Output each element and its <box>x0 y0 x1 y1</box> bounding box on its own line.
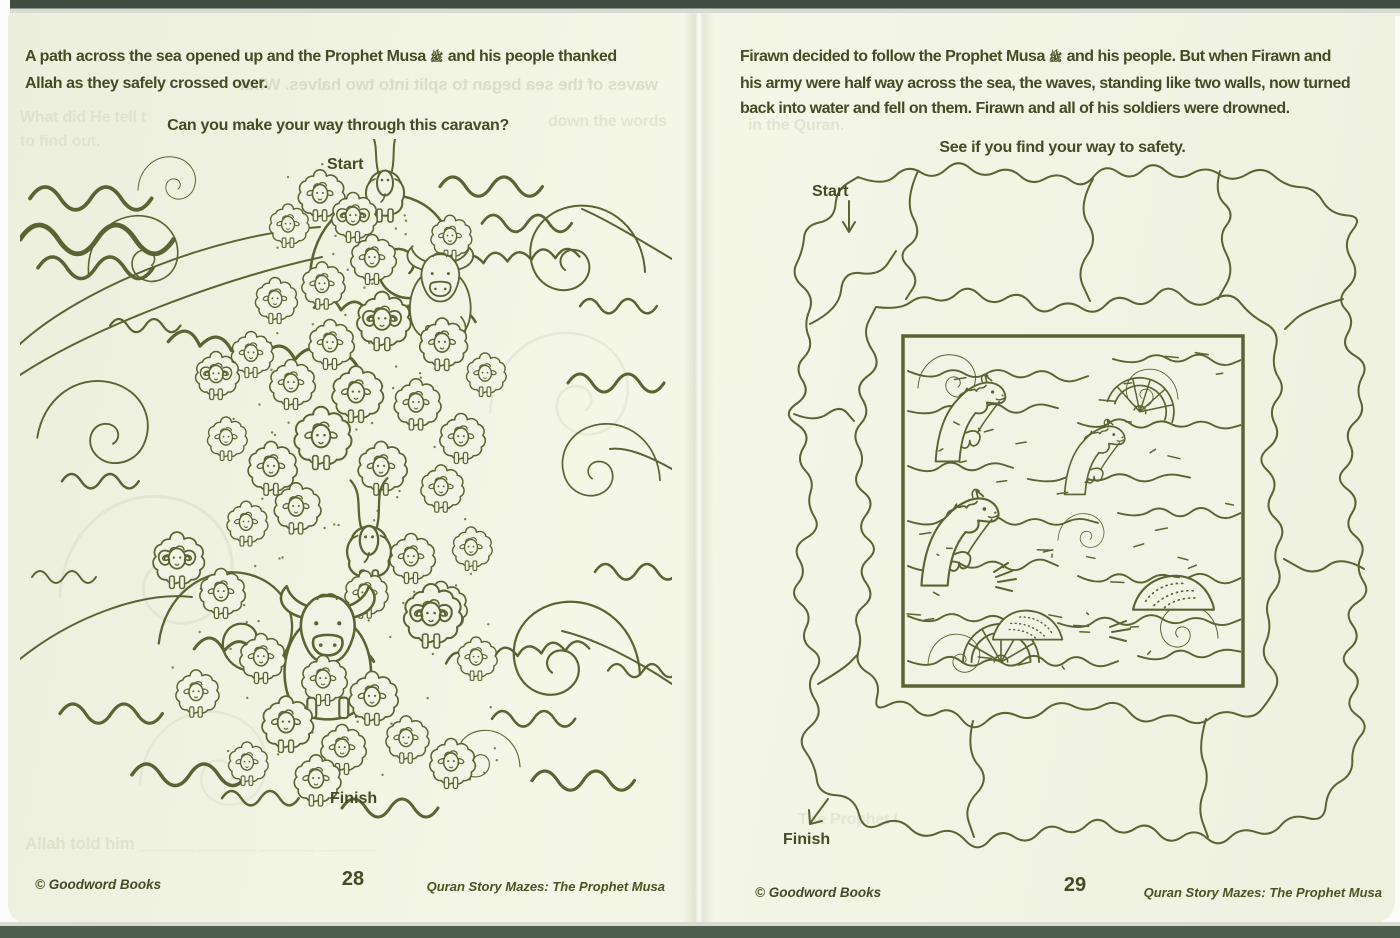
right-page-number: 29 <box>1063 874 1087 896</box>
sheep-icon <box>421 465 464 512</box>
left-intro-paragraph: A path across the sea opened up and the Prophet Musa ﷺ and his people thanked Allah as they safely crossed over. <box>25 48 617 92</box>
right-series-title: Quran Story Mazes: The Prophet Musa <box>1143 885 1382 900</box>
finish-arrow-icon <box>809 799 828 824</box>
left-maze-prompt: Can you make your way through this caravan? <box>167 117 509 134</box>
sea-maze-illustration <box>758 159 1388 859</box>
sheep-icon <box>176 670 219 717</box>
sheep-icon <box>208 417 248 461</box>
sheep-icon <box>440 414 486 464</box>
sheep-icon <box>294 407 351 470</box>
left-page-number: 28 <box>341 868 365 890</box>
honorific-mark: ﷺ <box>429 52 444 64</box>
sheep-icon <box>458 637 498 681</box>
honorific-mark: ﷺ <box>1048 52 1063 64</box>
sheep-icon <box>227 501 268 546</box>
sheep-icon <box>270 360 316 410</box>
left-copyright: © Goodword Books <box>35 877 162 892</box>
ghost-text: to find out. <box>20 133 101 150</box>
right-maze-prompt: See if you find your way to safety. <box>939 139 1186 156</box>
ghost-text-fill-in: Allah told him ______ ______ ______ ______ <box>25 834 375 853</box>
sheep-icon <box>390 534 436 584</box>
right-finish-label: Finish <box>783 831 831 848</box>
left-series-title: Quran Story Mazes: The Prophet Musa <box>426 879 665 894</box>
ghost-text: What did He tell t <box>20 109 147 126</box>
sheep-icon <box>467 353 507 397</box>
ghost-text: in the Quran. <box>748 117 845 134</box>
ram-icon <box>357 292 411 351</box>
ghost-text: The Prophet I <box>798 811 898 828</box>
sheep-icon <box>394 379 441 430</box>
sheep-icon <box>332 366 383 422</box>
sheep-icon <box>430 739 476 789</box>
ghost-text-mirrored: waves of the sea began to split into two halves. What <box>239 75 658 94</box>
right-start-label: Start <box>812 183 849 200</box>
caravan-maze-illustration <box>20 139 672 822</box>
sheep-icon <box>302 262 345 309</box>
ram-icon <box>153 532 204 588</box>
sheep-icon <box>309 320 355 370</box>
book-bottom-edge <box>0 922 1400 938</box>
start-arrow-icon <box>843 201 855 232</box>
sheep-icon <box>255 277 297 323</box>
water-ripples <box>20 177 672 817</box>
drowning-scene-panel <box>903 336 1243 686</box>
left-finish-label: Finish <box>330 790 378 807</box>
left-start-label: Start <box>327 156 364 173</box>
left-page <box>8 13 698 923</box>
right-page <box>698 13 1392 923</box>
sheep-icon <box>240 634 286 684</box>
right-intro-paragraph: Firawn decided to follow the Prophet Musa ﷺ and his people. But when Firawn and his army were half way across the sea, the waves, standing like two walls, now turned back into water and fell on them. Firawn and all of his soldiers were drowned. <box>740 48 1351 117</box>
caravan-flock <box>153 139 506 806</box>
sheep-icon <box>453 527 493 571</box>
ghost-text: down the words <box>548 113 667 130</box>
right-copyright: © Goodword Books <box>755 885 882 900</box>
sheep-icon <box>229 742 269 786</box>
